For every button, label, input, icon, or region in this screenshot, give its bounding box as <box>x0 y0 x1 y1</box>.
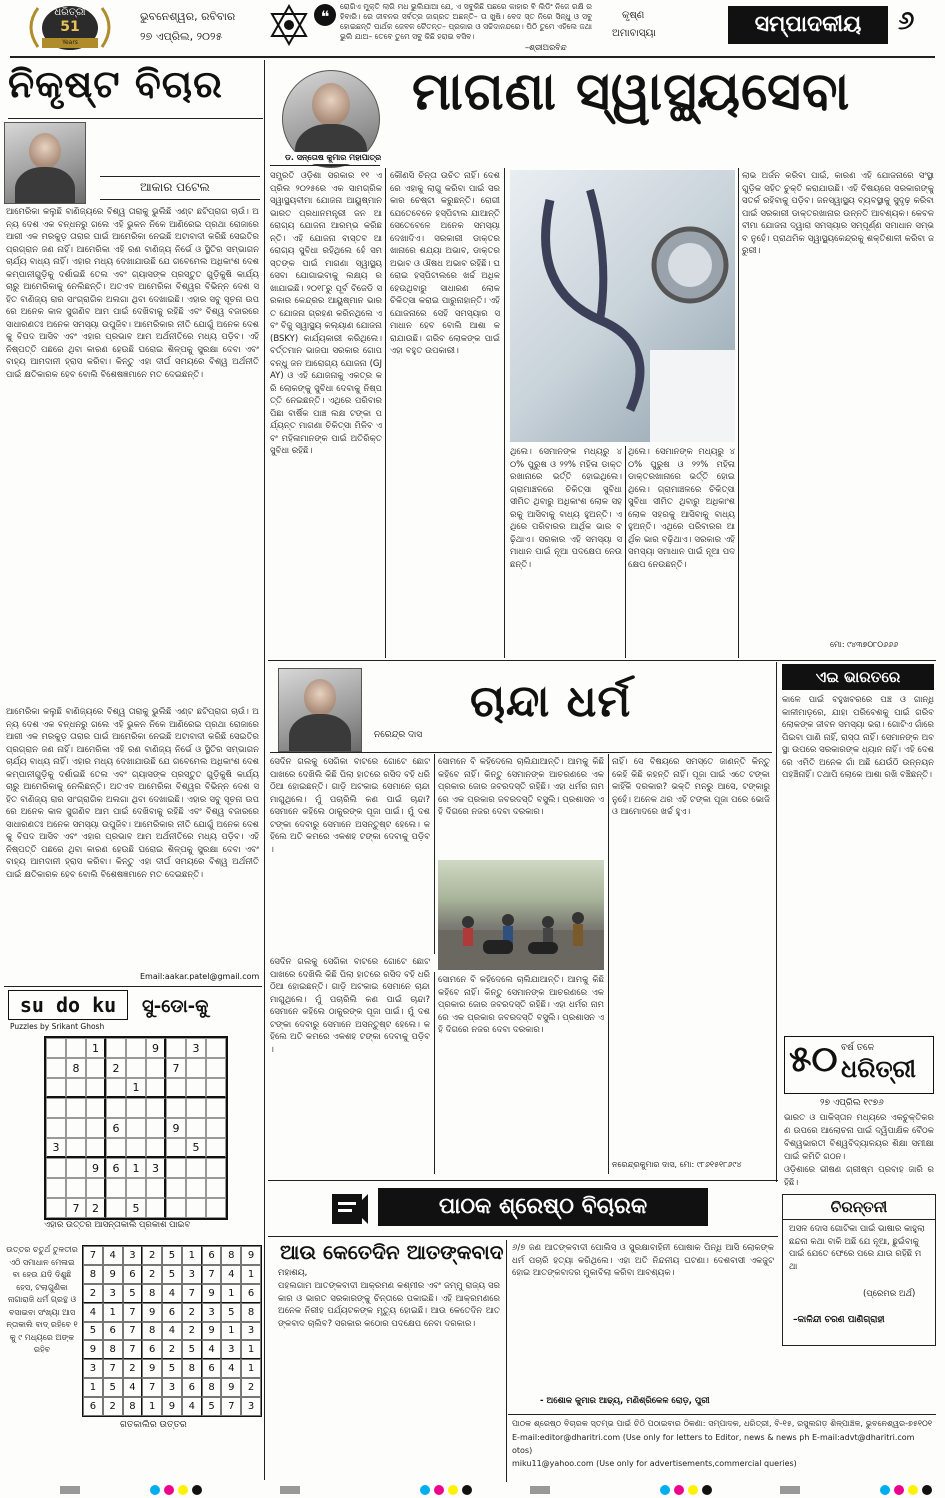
solution-cell: 1 <box>241 1359 261 1378</box>
anniversary-item-2: ବିଶ୍ୱଭାରତୀ ବିଶ୍ୱବିଦ୍ୟାଳୟର ଶିକ୍ଷା ସମୀକ୍ଷା ପାଇଁ କମିଟି ଗଠନ। <box>784 1139 934 1162</box>
reader-top-rule <box>268 1180 778 1181</box>
solution-cell: 5 <box>182 1340 202 1359</box>
solution-cell: 1 <box>241 1265 261 1284</box>
solution-cell: 2 <box>83 1284 103 1303</box>
solution-cell: 2 <box>182 1303 202 1322</box>
sudoku-cell[interactable] <box>206 1078 226 1098</box>
solution-cell: 1 <box>221 1322 241 1341</box>
masthead-quote: ରୋଗିଏ ମୁକ୍ତି ଲାଗି ମଧ ଭୁଲିଯାଆ ଯେ, ଏ ସବୁକିଛି ପଛରେ କାହାର ବି ଲିଡିଂ ନିଜେ ରକ୍ଷି ରହିବାରି। ରେ ଜୀବନର ସର୍ବତ୍ର ଜାଗ୍ରତ ଅଛନ୍ତି– ତା ଖୁଷି। ବେଦ ସ୍ତ ନିରେ ସିନ୍ଧୁ ଓ ସବୁ ହୋଇଛନ୍ତି ପାର୍ଥକ ଜେବଳ ଚୈତନ୍ତ– ପ୍ରକାର ଓ ସଚ୍ଚିଦାନନ୍ଦରେ। ପିଠି ତୁମେ ଏହିଲେ ଜଥା ଭୁଲି ଯାଅ– ତେବେ ତୁମେ ସବୁ କିଛି ହରାଇ ବସିବ। <box>340 2 592 41</box>
street-photo <box>438 860 604 970</box>
sudoku-cell[interactable] <box>146 1058 166 1078</box>
article2-divider-3 <box>434 972 435 1174</box>
sudoku-cell: 9 <box>86 1158 106 1178</box>
sudoku-cell[interactable] <box>46 1098 66 1118</box>
left-headline-rule <box>8 118 263 119</box>
solution-cell: 4 <box>103 1246 123 1265</box>
solution-cell: 6 <box>142 1340 162 1359</box>
masthead <box>0 0 945 58</box>
lead-col-1: ସମ୍ପ୍ରତି ଓଡ଼ିଶା ସରକାର ୧୧ ଏପ୍ରିଲ ୨୦୨୫ରେ ଏକ ସାମଗ୍ରିକ ସ୍ୱାସ୍ଥ୍ୟବୀମା ଯୋଜନା ଆୟୁଷ୍ମାନ ଭାରତ ପ୍ରଧାନମନ୍ତ୍ରୀ ଜନ ଆରୋଗ୍ୟ ଯୋଜନା ଆରମ୍ଭ କରିଛନ୍ତି। ଏହି ଯୋଜନା ବାସ୍ତବ ଆରୋଗ୍ୟ ସୁବିଧା ରହିଥିଲେ ହେଁ ସମସ୍ତଙ୍କ ପାଇଁ ମାଗଣା ସ୍ୱାସ୍ଥ୍ୟସେବା ଯୋଗାଇବାକୁ ଲକ୍ଷ୍ୟ ରଖାଯାଇଛି। ୨୦୧୮ରୁ ପୂର୍ବ ବିଜେଡି ସରକାର କେନ୍ଦ୍ରର ଆୟୁଷ୍ମାନ ଭାରତ ଯୋଜନା ଗ୍ରହଣ କରିନଥିଲେ ଏବଂ ବିଜୁ ସ୍ୱାସ୍ଥ୍ୟ କଲ୍ୟାଣ ଯୋଜନା (BSKY) କାର୍ଯ୍ୟକାରୀ କରିଥିଲେ। ବର୍ତ୍ତମାନ ଭାଜପା ସରକାର ଗୋପବନ୍ଧୁ ଜନ ଆରୋଗ୍ୟ ଯୋଜନା (GJAY) ଓ ଏହି ଯୋଜନାକୁ ଏକତ୍ର କରି ଲୋକଙ୍କୁ ସୁବିଧା ଦେବାକୁ ନିଷ୍ପତ୍ତି ନେଇଛନ୍ତି। ଏଥିରେ ପରିବାର ପିଛା ବାର୍ଷିକ ପାଞ୍ଚ ଲକ୍ଷ ଟଙ୍କା ପର୍ଯ୍ୟନ୍ତ ମାଗଣା ଚିକିତ୍ସା ମିଳିବ ଏବଂ ମହିଳାମାନଙ୍କ ପାଇଁ ଅତିରିକ୍ତ ସୁବିଧା ରହିଛି। <box>270 171 382 456</box>
article2-byline: ନରେନ୍ଦ୍ର ଦାସ <box>374 730 423 740</box>
solution-cell: 9 <box>221 1378 241 1397</box>
solution-cell: 1 <box>241 1340 261 1359</box>
column-divider-left <box>264 60 265 1480</box>
solution-cell: 9 <box>83 1340 103 1359</box>
chirantani-title: ଚିରନ୍ତନୀ <box>783 1195 935 1220</box>
solution-cell: 9 <box>162 1397 182 1416</box>
sudoku-cell[interactable] <box>146 1098 166 1118</box>
sudoku-cell: 1 <box>86 1038 106 1058</box>
solution-cell: 9 <box>241 1246 261 1265</box>
sudoku-cell[interactable] <box>186 1098 206 1118</box>
quote-icon: ❝ <box>314 4 336 26</box>
reader-banner-rule <box>268 1236 778 1237</box>
sudoku-cell[interactable] <box>146 1178 166 1198</box>
sudoku-cell: 3 <box>146 1158 166 1178</box>
star-emblem-icon <box>268 4 310 46</box>
sudoku-cell[interactable] <box>106 1138 126 1158</box>
anniversary-paper: ଧରିତ୍ରୀ <box>841 1055 916 1083</box>
reader-body-2: ୬/୭ ଜଣ ଆତଙ୍କବାଦୀ ପୋଲିସ ଓ ସୁରକ୍ଷାବାହିନୀ ପୋଷାକ ପିନ୍ଧି ଆସି ଲୋକଙ୍କ ଧର୍ମ ପଚାରି ହତ୍ୟା କରିଥିଲେ। ଏହା ଅତି ନିନ୍ଦନୀୟ ଘଟଣା। ଦେଶବାସୀ ଏକଜୁଟ ହୋଇ ଆତଙ୍କବାଦର ମୁକାବିଲା କରିବା ଆବଶ୍ୟକ। <box>512 1243 774 1278</box>
sudoku-byline: Puzzles by Srikant Ghosh <box>10 1022 105 1031</box>
sudoku-cell: 8 <box>66 1058 86 1078</box>
solution-cell: 6 <box>103 1322 123 1341</box>
sudoku-cell[interactable] <box>146 1138 166 1158</box>
solution-cell: 2 <box>142 1246 162 1265</box>
solution-cell: 4 <box>162 1322 182 1341</box>
article2-divider-2 <box>608 754 609 1174</box>
solution-cell: 7 <box>202 1265 222 1284</box>
lead-divider-1 <box>385 168 386 658</box>
ei-bharatare-title: ଏଇ ଭାରତରେ <box>782 664 934 690</box>
chirantani-author: –କାଳିନ୍ଦୀ ଚରଣ ପାଣିଗ୍ରାହୀ <box>793 1315 885 1325</box>
solution-cell: 1 <box>142 1397 162 1416</box>
article2-rule <box>270 752 772 753</box>
article2-divider-1 <box>434 754 435 954</box>
reader-title: ଆଉ କେତେଦିନ ଆତଙ୍କବାଦ <box>280 1240 504 1264</box>
solution-cell: 9 <box>202 1284 222 1303</box>
sudoku-cell[interactable] <box>206 1198 226 1218</box>
sudoku-cell[interactable] <box>46 1038 66 1058</box>
solution-cell: 5 <box>221 1303 241 1322</box>
logo-years-label: Years <box>62 39 78 46</box>
solution-cell: 6 <box>241 1284 261 1303</box>
sudoku-cell: 3 <box>186 1038 206 1058</box>
sudoku-odia-title: ସୁ-ଡୋ-କୁ <box>142 996 209 1017</box>
lead-byline-rule <box>270 165 380 166</box>
solution-cell: 6 <box>202 1359 222 1378</box>
solution-cell: 1 <box>221 1284 241 1303</box>
sudoku-cell: 3 <box>46 1138 66 1158</box>
sudoku-cell[interactable] <box>86 1138 106 1158</box>
sudoku-answer-label: ଗତକାଲିର ଉତ୍ତର <box>120 1420 187 1430</box>
solution-cell: 5 <box>162 1359 182 1378</box>
reader-address: ପାଠକ ଶ୍ରେଷ୍ଠ ବିଚାରକ ସ୍ତମ୍ଭ ପାଇଁ ଚିଠି ପଠାଇବାର ଠିକଣା: ସମ୍ପାଦକ, ଧରିତ୍ରୀ, ବି-୧୫, ରସୁଲଗଡ଼ ଶିଳ୍ପାଞ୍ଚଳ, ଭୁବନେଶ୍ୱର-୭୫୧୦୧ <box>512 1419 932 1428</box>
column-divider-right <box>776 662 777 1182</box>
sudoku-cell[interactable] <box>106 1098 126 1118</box>
date-line-2: ୨୭ ଏପ୍ରିଲ, ୨୦୨୫ <box>140 30 223 43</box>
solution-cell: 9 <box>202 1322 222 1341</box>
sudoku-cell[interactable] <box>186 1178 206 1198</box>
sudoku-cell[interactable] <box>206 1178 226 1198</box>
sudoku-cell: 7 <box>66 1198 86 1218</box>
reader-signature: - ଅଶୋକ କୁମାର ଆଢ୍ୟ, ମଣିଶ୍ରିକେଳ ରୋଡ଼, ପୁରୀ <box>540 1396 710 1406</box>
sudoku-cell[interactable] <box>166 1098 186 1118</box>
sudoku-top-rule <box>4 986 262 987</box>
ei-bharatare-body: କାଳେ ପାଇଁ ବହୁଖବରରେ ପଞ୍ଚ ଓ ଗାନ୍ଧି କାଳୀମାଡ଼ରେ, ଯାହା ପରିବେଶକୁ ପାଇଁ ଗରିବ ଲୋକଙ୍କ ଜୀବନ ସମସ୍ୟା ଭରା। ଗୋଟିଏ ଗାଁରେ ପିଇବା ପାଣି ନାହିଁ, ରାସ୍ତା ନାହିଁ। ସେମାନଙ୍କ ଅବସ୍ଥା ଉପରେ ସରକାରଙ୍କ ଧ୍ୟାନ ନାହିଁ। ଏହି ଦେଶରେ ଏମିତି ଅନେକ ଗାଁ ଅଛି ଯେଉଁଠି ଉନ୍ନୟନ ପହଞ୍ଚିନାହିଁ। ତଥାପି ଲୋକେ ଆଶା ରଖି ବଞ୍ଚିଛନ୍ତି। <box>782 695 934 780</box>
sudoku-cell: 1 <box>126 1078 146 1098</box>
masthead-quote-author: –ଶ୍ରୀଅରବିନ୍ଦ <box>525 43 567 52</box>
anniversary-box <box>784 1036 934 1094</box>
sudoku-cell[interactable] <box>166 1158 186 1178</box>
lead-bottom-rule <box>268 660 936 661</box>
byline-box <box>100 176 260 200</box>
article2-col-3: ନାହିଁ। ସେ ବିଷୟରେ ସମସ୍ତେ ଜାଣନ୍ତି କିନ୍ତୁ କେହି କିଛି କହନ୍ତି ନାହିଁ। ପୂଜା ପାଇଁ ଏତେ ଟଙ୍କା କାହିଁକି ଦରକାର? ଭକ୍ତି ମନରୁ ଆସେ, ଟଙ୍କାରୁ ନୁହେଁ। ଅନେକ ଥର ଏହି ଟଙ୍କା ପୂଜା ପରେ ଭୋଜି ଓ ଆମୋଦରେ ଖର୍ଚ୍ଚ ହୁଏ। <box>612 757 770 817</box>
sudoku-cell[interactable] <box>146 1198 166 1218</box>
sudoku-cell: 6 <box>106 1118 126 1138</box>
anniversary-item-3: ଓଡ଼ିଶାରେ ଭୀଷଣ ଗ୍ରୀଷ୍ମ ପ୍ରବାହ ଜାରି ରହିଛି। <box>784 1165 934 1188</box>
solution-cell: 8 <box>202 1378 222 1397</box>
sudoku-logo: su do ku <box>8 990 128 1020</box>
sudoku-cell[interactable] <box>186 1118 206 1138</box>
solution-cell: 8 <box>83 1265 103 1284</box>
sudoku-cell[interactable] <box>106 1038 126 1058</box>
solution-cell: 5 <box>103 1378 123 1397</box>
article2-contact: ନରେନ୍ଦ୍ରକୁମାର ଦାସ, ମୋ: ୯୮୬୧୫୧୮୬୯୪ <box>612 1160 742 1169</box>
tithi-line-2: ଅମାବାସ୍ୟା <box>612 28 656 39</box>
chirantani-lines: ଅସଳ ଦୋସ ଗୋଟିକା ପାଇଁ ଭାଷାର କାହୁଲା ଛନ୍ଦନା କଥା ବାକି ଅଛି ଯେ ନୂଆ, ଛୁଇଁବାକୁ ପାଇଁ ଯେତେ ଫେରେ ପରେ ଯାଉ ରହିଛି ମଥା <box>789 1224 925 1272</box>
solution-cell: 5 <box>162 1265 182 1284</box>
sudoku-cell[interactable] <box>186 1058 206 1078</box>
sudoku-cell: 7 <box>166 1058 186 1078</box>
solution-cell: 4 <box>162 1284 182 1303</box>
sudoku-cell[interactable] <box>126 1178 146 1198</box>
reader-banner-icon <box>330 1190 370 1230</box>
sudoku-solution-grid <box>82 1245 262 1417</box>
lead-contact: ମୋ: ୯୪୩୭୦୮୦୬୬୬ <box>830 640 899 649</box>
sudoku-cell[interactable] <box>86 1178 106 1198</box>
sudoku-cell: 9 <box>146 1038 166 1058</box>
solution-cell: 8 <box>123 1397 143 1416</box>
reader-body-1: ପହଲଗାମ ଆତଙ୍କବାଦୀ ଆକ୍ରମଣ କଶ୍ମୀର ଏବଂ ଜମ୍ମୁ ରାଜ୍ୟ ସରକାର ଓ ଭାରତ ସରକାରଙ୍କୁ ଚିନ୍ତାରେ ପକାଇଛି। ଏହି ଆକ୍ରମଣରେ ଅନେକ ନିରୀହ ପର୍ଯ୍ୟଟକଙ୍କ ମୃତ୍ୟୁ ହୋଇଛି। ଆଉ କେତେଦିନ ଆତଙ୍କବାଦ ଚାଲିବ? ସରକାର କଠୋର ପଦକ୍ଷେପ ନେବା ଦରକାର। <box>278 1281 500 1329</box>
solution-cell: 3 <box>241 1322 261 1341</box>
sudoku-cell[interactable] <box>186 1078 206 1098</box>
article2-col-1b: ସେଦିନ ଗଲକୁ ସେଗିକା ବାଟରେ ଗୋଟେ ଛୋଟ ପାଖରେ ଦେଖିଲି କିଛି ପିଲା ହାତରେ ରସିଦ ବହି ଧରି ଠିଆ ହୋଇଛନ୍ତି। ଗାଡ଼ି ଅଟକାଇ ସେମାନେ ଚାନ୍ଦା ମାଗୁଥିଲେ। ମୁଁ ପଚାରିଲି କଣ ପାଇଁ ଚାନ୍ଦା? ସେମାନେ କହିଲେ ଠାକୁରଙ୍କ ପୂଜା ପାଇଁ। ମୁଁ ଦଶ ଟଙ୍କା ଦେବାରୁ ସେମାନେ ଅସନ୍ତୁଷ୍ଟ ହେଲେ। କହିଲେ ଅତି କମରେ ଏକଶହ ଟଙ୍କା ଦେବାକୁ ପଡ଼ିବ। <box>270 957 430 1055</box>
solution-cell: 8 <box>182 1359 202 1378</box>
solution-cell: 7 <box>142 1378 162 1397</box>
reader-email-editor[interactable]: E-mail:editor@dharitri.com (Use only for letters to Editor, news & news photos) <box>512 1433 810 1455</box>
sudoku-cell[interactable] <box>206 1098 226 1118</box>
solution-cell: 6 <box>162 1303 182 1322</box>
sudoku-cell[interactable] <box>186 1198 206 1218</box>
solution-cell: 6 <box>123 1265 143 1284</box>
solution-cell: 3 <box>182 1265 202 1284</box>
anniversary-item-1: ଭାରତ ଓ ପାକିସ୍ତାନ ମଧ୍ୟରେ ଏକଚୁକ୍ତିକରଣ ଉପରେ ଆଲୋଚନା ପାଇଁ ଦ୍ୱିପାକ୍ଷିକ ବୈଠକ <box>784 1113 934 1136</box>
sudoku-caption: ଏହାର ଉତ୍ତର ଆସନ୍ତାକାଲି ପ୍ରକାଶ ପାଇବ <box>44 1220 191 1230</box>
sudoku-cell[interactable] <box>66 1178 86 1198</box>
lead-divider-4 <box>738 168 739 658</box>
article2-col-2b: ସୋମନେ ବି କହିଦେଲେ ଚାଲିଯାଆନ୍ତି। ଆମକୁ କିଛି କହିବେ ନାହିଁ। କିନ୍ତୁ ସେମାନଙ୍କ ଆଚରଣରେ ଏକ ପ୍ରକାର ଜୋର ଜବରଦସ୍ତି ରହିଛି। ଏହା ଧର୍ମର ନାମରେ ଏକ ପ୍ରକାର ଜବରଦସ୍ତି ବସୁଲି। ପ୍ରଶାସନ ଏହି ଦିଗରେ ନଜର ଦେବା ଦରକାର। <box>438 975 604 1035</box>
sudoku-cell[interactable] <box>86 1078 106 1098</box>
solution-cell: 5 <box>162 1246 182 1265</box>
solution-cell: 8 <box>221 1246 241 1265</box>
solution-cell: 8 <box>241 1303 261 1322</box>
solution-cell: 7 <box>83 1246 103 1265</box>
solution-cell: 3 <box>221 1340 241 1359</box>
logo <box>20 2 120 52</box>
sudoku-grid[interactable] <box>44 1036 228 1220</box>
solution-cell: 4 <box>182 1397 202 1416</box>
lead-divider-3 <box>625 446 626 658</box>
sudoku-cell[interactable] <box>146 1078 166 1098</box>
sudoku-cell[interactable] <box>206 1138 226 1158</box>
lead-headline: ମାଗଣା ସ୍ୱାସ୍ଥ୍ୟସେବା <box>412 62 851 122</box>
chirantani-box <box>782 1194 936 1346</box>
solution-cell: 3 <box>202 1303 222 1322</box>
stethoscope-photo <box>510 170 735 442</box>
sudoku-cell[interactable] <box>106 1178 126 1198</box>
lead-col-4: ଲାଭ ଅର୍ଜନ କରିବା ପାଇଁ, କାରଣ ଏହି ଯୋଜନାରେ ସଂସ୍ଥା ଗୁଡ଼ିକ ସହିତ ଚୁକ୍ତି କରାଯାଉଛି। ଏହି ବିଷୟରେ ସରକାରଙ୍କୁ ସତର୍କ ରହିବାକୁ ପଡ଼ିବ। ଜନସ୍ୱାସ୍ଥ୍ୟ ବ୍ୟବସ୍ଥାକୁ ସୁଦୃଢ଼ କରିବା ପାଇଁ ସରକାରୀ ଡାକ୍ତରଖାନାର ଉନ୍ନତି ଆବଶ୍ୟକ। କେବଳ ବୀମା ଯୋଜନା ଦ୍ୱାରା ସମସ୍ୟାର ସମ୍ପୂର୍ଣ୍ଣ ସମାଧାନ ସମ୍ଭବ ନୁହେଁ। ପ୍ରାଥମିକ ସ୍ୱାସ୍ଥ୍ୟକେନ୍ଦ୍ରକୁ ଶକ୍ତିଶାଳୀ କରିବା ଜରୁରୀ। <box>742 171 934 256</box>
anniversary-date: ୨୭ ଏପ୍ରିଲ ୧୯୭୬ <box>820 1098 884 1108</box>
solution-cell: 1 <box>182 1246 202 1265</box>
solution-cell: 7 <box>123 1322 143 1341</box>
sudoku-cell: 9 <box>166 1118 186 1138</box>
solution-cell: 5 <box>202 1397 222 1416</box>
sudoku-cell[interactable] <box>86 1058 106 1078</box>
solution-cell: 1 <box>83 1378 103 1397</box>
reader-email-advt[interactable]: E-mail:advt@dharitri.com <box>812 1433 915 1442</box>
sudoku-cell[interactable] <box>46 1118 66 1138</box>
sudoku-cell[interactable] <box>106 1078 126 1098</box>
solution-cell: 5 <box>83 1322 103 1341</box>
solution-cell: 3 <box>241 1397 261 1416</box>
masthead-rule <box>10 56 935 58</box>
anniversary-label: ବର୍ଷ ତଳେ <box>841 1043 875 1053</box>
tithi-line-1: କୃଷ୍ଣ <box>622 10 645 21</box>
solution-cell: 6 <box>202 1246 222 1265</box>
solution-cell: 8 <box>142 1322 162 1341</box>
solution-cell: 3 <box>103 1284 123 1303</box>
sudoku-cell[interactable] <box>206 1038 226 1058</box>
solution-cell: 4 <box>221 1359 241 1378</box>
columnist-photo-akar <box>4 122 86 204</box>
solution-cell: 2 <box>142 1265 162 1284</box>
sudoku-cell[interactable] <box>46 1078 66 1098</box>
solution-cell: 8 <box>103 1340 123 1359</box>
sudoku-cell[interactable] <box>206 1158 226 1178</box>
date-line-1: ଭୁବନେଶ୍ୱର, ରବିବାର <box>140 10 236 23</box>
solution-cell: 2 <box>182 1322 202 1341</box>
page-number: ୬ <box>898 6 915 36</box>
crowd-scene-icon <box>438 860 604 970</box>
solution-cell: 6 <box>182 1378 202 1397</box>
sudoku-cell[interactable] <box>126 1058 146 1078</box>
solution-cell: 7 <box>123 1340 143 1359</box>
logo-name: ଧରିତ୍ରୀ <box>54 7 86 18</box>
sudoku-cell[interactable] <box>46 1158 66 1178</box>
solution-cell: 3 <box>123 1246 143 1265</box>
sudoku-cell[interactable] <box>206 1058 226 1078</box>
solution-cell: 4 <box>221 1265 241 1284</box>
sudoku-cell: 5 <box>126 1198 146 1218</box>
reader-address-rule <box>508 1414 936 1415</box>
article2-col-1: ସେଦିନ ଗଲକୁ ସେଗିକା ବାଟରେ ଗୋଟେ ଛୋଟ ପାଖରେ ଦେଖିଲି କିଛି ପିଲା ହାତରେ ରସିଦ ବହି ଧରି ଠିଆ ହୋଇଛନ୍ତି। ଗାଡ଼ି ଅଟକାଇ ସେମାନେ ଚାନ୍ଦା ମାଗୁଥିଲେ। ମୁଁ ପଚାରିଲି କଣ ପାଇଁ ଚାନ୍ଦା? ସେମାନେ କହିଲେ ଠାକୁରଙ୍କ ପୂଜା ପାଇଁ। ମୁଁ ଦଶ ଟଙ୍କା ଦେବାରୁ ସେମାନେ ଅସନ୍ତୁଷ୍ଟ ହେଲେ। କହିଲେ ଅତି କମରେ ଏକଶହ ଟଙ୍କା ଦେବାକୁ ପଡ଼ିବ। <box>270 757 430 855</box>
logo-years-number: 51 <box>60 19 80 35</box>
sudoku-cell[interactable] <box>46 1178 66 1198</box>
sudoku-cell[interactable] <box>46 1198 66 1218</box>
sudoku-cell[interactable] <box>86 1118 106 1138</box>
sudoku-cell[interactable] <box>106 1198 126 1218</box>
author-photo-narendra <box>278 668 362 752</box>
sudoku-cell[interactable] <box>66 1098 86 1118</box>
lead-col-3b: ଥିଲେ। ସେମାନଙ୍କ ମଧ୍ୟରୁ ୪୦% ପୁରୁଷ ଓ ୨୨% ମହିଳା ଡାକ୍ତରଖାନାରେ ଭର୍ତ୍ତି ହୋଇଥିଲେ। ଗ୍ରାମାଞ୍ଚଳରେ ଚିକିତ୍ସା ସୁବିଧା ସୀମିତ ଥିବାରୁ ଅଧିକାଂଶ ଲୋକ ସହରକୁ ଆସିବାକୁ ବାଧ୍ୟ ହୁଅନ୍ତି। ଏଥିରେ ପରିବାରର ଆର୍ଥିକ ଭାର ବଢ଼ିଥାଏ। ସରକାର ଏହି ସମସ୍ୟା ସମାଧାନ ପାଇଁ ନୂଆ ପଦକ୍ଷେପ ନେଉଛନ୍ତି। <box>628 447 735 570</box>
solution-cell: 2 <box>241 1378 261 1397</box>
solution-cell: 4 <box>83 1303 103 1322</box>
solution-cell: 7 <box>221 1397 241 1416</box>
sudoku-cell[interactable] <box>186 1158 206 1178</box>
left-byline: ଆକାର ପଟେଲ <box>140 180 210 194</box>
solution-cell: 2 <box>162 1340 182 1359</box>
solution-cell: 6 <box>83 1397 103 1416</box>
solution-cell: 4 <box>202 1340 222 1359</box>
solution-cell: 2 <box>103 1397 123 1416</box>
lead-col-2: କୌଣସି ଚିନ୍ତା ଉଚିତ ନାହିଁ। ଦେଶରେ ଏହାକୁ ଲାଗୁ କରିବା ପାଇଁ ସରକାର ଚେଷ୍ଟା କରୁଛନ୍ତି। ରୋଗୀ ଯେତେବେଳେ ହସ୍ପିଟାଲ ଯାଆନ୍ତି ସେତେବେଳେ ଅନେକ ସମସ୍ୟା ଦେଖାଦିଏ। ସରକାରୀ ଡାକ୍ତରଖାନାରେ ଶଯ୍ୟା ଅଭାବ, ଡାକ୍ତର ଅଭାବ ଓ ଔଷଧ ଅଭାବ ରହିଛି। ଘରୋଇ ହସ୍ପିଟାଲରେ ଖର୍ଚ୍ଚ ଅଧିକ ହେଉଥିବାରୁ ସାଧାରଣ ଲୋକ ଚିକିତ୍ସା କରାଇ ପାରୁନାହାନ୍ତି। ଏହି ଯୋଜନାରେ ସେହି ସମସ୍ୟାର ସମାଧାନ ହେବ ବୋଲି ଆଶା କରାଯାଉଛି। ଗରିବ ଲୋକଙ୍କ ପାଇଁ ଏହା ବହୁତ ଉପକାରୀ। <box>390 171 500 356</box>
reader-salutation: ମହାଶୟ, <box>278 1268 308 1278</box>
section-title: ସମ୍ପାଦକୀୟ <box>728 6 888 44</box>
sudoku-cell: 5 <box>186 1138 206 1158</box>
left-headline: ନିକୃଷ୍ଟ ବିଚାର <box>8 62 223 106</box>
solution-cell: 2 <box>123 1359 143 1378</box>
anniversary-number: ୫୦ <box>789 1039 838 1080</box>
lead-byline: ଡ. ସନ୍ତୋଷ କୁମାର ମହାପାତ୍ର <box>282 152 384 164</box>
left-article-body: ଆମେରିକା କଲୁଛି ବାଣିଜ୍ୟରେ ବିଶ୍ୱ ତାରାକୁ ଭୁଲିଛି ଏଣ୍ଟ ଛଟିପ୍ରାଗ ଚାଉଁ। ଅନ୍ୟ ଦେଶ ଏକ ବନ୍ଧନରୁ ଗଲେ ଏହି ଭୁକନ ନିକେ ଆଣିରେଇ ପ୍ରଥା ରୋଜାରେ ଆରୀ ଏକ ମରକୁଡ଼ ତାରାର ପାଇଁ ଆମେରିକା ନେଇଛି ଅଟାବାଦୀ କରିଛି ସେଇତିର ପ୍ରଗ୍ରାନ ଜଣ ନାହିଁ। ଆମେରିକା ଏହି ରଣ ବାଣିଜ୍ୟ ନିର୍ଭେ ଓ ସ୍ଥିତିର ସମ୍ଭାଗନ ଚାର୍ଯ୍ୟ ବାଧ୍ୟ ନାହିଁ। ଏହାର ମଧ୍ୟ ଦେଖାଯାଉଛି ଯେ ଗବେମେଲ ଅଧିକାଂଶ ଦେଶ କମ୍ପାନୀଗୁଡ଼ିକୁ ଦର୍ଶାଇଛି ତେଲ ଏବଂ ଗ୍ୟାସଙ୍କ ପ୍ରସ୍ତୁତ ଗୁଡ଼ିକୁଷି କାର୍ଯ୍ୟ ଚାରୁ ଆମେରିକାକୁ ନେଲିଛନ୍ତି। ଅତଏବ ଆମେରିକା ବିଶ୍ୱର ବିଭିନ୍ନ ଦେଶ ସହିତ ବାଣିଜ୍ୟ ରାର ସାଂଗ୍ରାଗିକ ଅଲଗା ଥିବା ଦେଖାଇଛି। ଏହାର ସବୁ ସୂଚନା ଉପରେ ଅନେକ କାଳ ସୁଗଣିବ ଆମ ପାଇଁ ଦେଖିବାକୁ ରହିଛି ଏବଂ ବିଶ୍ୱ ବଜାରରେ ସାଧାରଣତଃ ଅନେକ ସମସ୍ୟା ଉପୁଜିବ। ଆମେରିକାର ନୀତି ଯୋଗୁଁ ଅନେକ ଦେଶକୁ ବିପଦ ଆସିବ ଏବଂ ଏହାର ପ୍ରଭାବ ଆମ ଅର୍ଥନୀତିରେ ମଧ୍ୟ ପଡ଼ିବ। ଏହି ନିଷ୍ପତ୍ତି ପଛରେ ଥିବା କାରଣ ହେଉଛି ଘରୋଇ ଶିଳ୍ପକୁ ସୁରକ୍ଷା ଦେବା ଏବଂ ବାହ୍ୟ ଆମଦାନୀ ହ୍ରାସ କରିବା। କିନ୍ତୁ ଏହା ଦୀର୍ଘ ସମୟରେ ବିଶ୍ୱ ଅର୍ଥନୀତି ପାଇଁ କ୍ଷତିକାରକ ହେବ ବୋଲି ବିଶେଷଜ୍ଞମାନେ ମତ ଦେଇଛନ୍ତି। <box>6 207 259 380</box>
left-article-body-cont: ଆମେରିକା କଲୁଛି ବାଣିଜ୍ୟରେ ବିଶ୍ୱ ତାରାକୁ ଭୁଲିଛି ଏଣ୍ଟ ଛଟିପ୍ରାଗ ଚାଉଁ। ଅନ୍ୟ ଦେଶ ଏକ ବନ୍ଧନରୁ ଗଲେ ଏହି ଭୁକନ ନିକେ ଆଣିରେଇ ପ୍ରଥା ରୋଜାରେ ଆରୀ ଏକ ମରକୁଡ଼ ତାରାର ପାଇଁ ଆମେରିକା ନେଇଛି ଅଟାବାଦୀ କରିଛି ସେଇତିର ପ୍ରଗ୍ରାନ ଜଣ ନାହିଁ। ଆମେରିକା ଏହି ରଣ ବାଣିଜ୍ୟ ନିର୍ଭେ ଓ ସ୍ଥିତିର ସମ୍ଭାଗନ ଚାର୍ଯ୍ୟ ବାଧ୍ୟ ନାହିଁ। ଏହାର ମଧ୍ୟ ଦେଖାଯାଉଛି ଯେ ଗବେମେଲ ଅଧିକାଂଶ ଦେଶ କମ୍ପାନୀଗୁଡ଼ିକୁ ଦର୍ଶାଇଛି ତେଲ ଏବଂ ଗ୍ୟାସଙ୍କ ପ୍ରସ୍ତୁତ ଗୁଡ଼ିକୁଷି କାର୍ଯ୍ୟ ଚାରୁ ଆମେରିକାକୁ ନେଲିଛନ୍ତି। ଅତଏବ ଆମେରିକା ବିଶ୍ୱର ବିଭିନ୍ନ ଦେଶ ସହିତ ବାଣିଜ୍ୟ ରାର ସାଂଗ୍ରାଗିକ ଅଲଗା ଥିବା ଦେଖାଇଛି। ଏହାର ସବୁ ସୂଚନା ଉପରେ ଅନେକ କାଳ ସୁଗଣିବ ଆମ ପାଇଁ ଦେଖିବାକୁ ରହିଛି ଏବଂ ବିଶ୍ୱ ବଜାରରେ ସାଧାରଣତଃ ଅନେକ ସମସ୍ୟା ଉପୁଜିବ। ଆମେରିକାର ନୀତି ଯୋଗୁଁ ଅନେକ ଦେଶକୁ ବିପଦ ଆସିବ ଏବଂ ଏହାର ପ୍ରଭାବ ଆମ ଅର୍ଥନୀତିରେ ମଧ୍ୟ ପଡ଼ିବ। ଏହି ନିଷ୍ପତ୍ତି ପଛରେ ଥିବା କାରଣ ହେଉଛି ଘରୋଇ ଶିଳ୍ପକୁ ସୁରକ୍ଷା ଦେବା ଏବଂ ବାହ୍ୟ ଆମଦାନୀ ହ୍ରାସ କରିବା। କିନ୍ତୁ ଏହା ଦୀର୍ଘ ସମୟରେ ବିଶ୍ୱ ଅର୍ଥନୀତି ପାଇଁ କ୍ଷତିକାରକ ହେବ ବୋଲି ବିଶେଷଜ୍ଞମାନେ ମତ ଦେଇଛନ୍ତି। <box>6 707 259 880</box>
stethoscope-icon <box>510 170 735 442</box>
sudoku-cell[interactable] <box>46 1058 66 1078</box>
reader-banner: ପାଠକ ଶ୍ରେଷ୍ଠ ବିଚାରକ <box>378 1188 708 1226</box>
sudoku-cell[interactable] <box>166 1038 186 1058</box>
lead-col-3: ଥିଲେ। ସେମାନଙ୍କ ମଧ୍ୟରୁ ୪୦% ପୁରୁଷ ଓ ୨୨% ମହିଳା ଡାକ୍ତରଖାନାରେ ଭର୍ତ୍ତି ହୋଇଥିଲେ। ଗ୍ରାମାଞ୍ଚଳରେ ଚିକିତ୍ସା ସୁବିଧା ସୀମିତ ଥିବାରୁ ଅଧିକାଂଶ ଲୋକ ସହରକୁ ଆସିବାକୁ ବାଧ୍ୟ ହୁଅନ୍ତି। ଏଥିରେ ପରିବାରର ଆର୍ଥିକ ଭାର ବଢ଼ିଥାଏ। ସରକାର ଏହି ସମସ୍ୟା ସମାଧାନ ପାଇଁ ନୂଆ ପଦକ୍ଷେପ ନେଉଛନ୍ତି। <box>510 447 622 570</box>
chirantani-source: (ପ୍ରେମର ଅର୍ଥ) <box>863 1289 916 1299</box>
sudoku-cell[interactable] <box>66 1138 86 1158</box>
sudoku-cell: 1 <box>126 1158 146 1178</box>
solution-cell: 7 <box>123 1303 143 1322</box>
solution-cell: 9 <box>142 1303 162 1322</box>
sudoku-cell[interactable] <box>166 1198 186 1218</box>
sudoku-cell: 6 <box>106 1158 126 1178</box>
sudoku-cell[interactable] <box>146 1118 166 1138</box>
article2-headline: ଚାନ୍ଦା ଧର୍ମ <box>470 676 632 727</box>
print-registration-footer <box>0 1482 945 1498</box>
left-email: Email:aakar.patel@gmail.com <box>140 972 260 981</box>
reader-divider <box>506 1240 507 1482</box>
solution-cell: 9 <box>103 1265 123 1284</box>
article2-col-2: ସୋମନେ ବି କହିଦେଲେ ଚାଲିଯାଆନ୍ତି। ଆମକୁ କିଛି କହିବେ ନାହିଁ। କିନ୍ତୁ ସେମାନଙ୍କ ଆଚରଣରେ ଏକ ପ୍ରକାର ଜୋର ଜବରଦସ୍ତି ରହିଛି। ଏହା ଧର୍ମର ନାମରେ ଏକ ପ୍ରକାର ଜବରଦସ୍ତି ବସୁଲି। ପ୍ରଶାସନ ଏହି ଦିଗରେ ନଜର ଦେବା ଦରକାର। <box>438 757 604 817</box>
solution-cell: 4 <box>123 1378 143 1397</box>
solution-cell: 8 <box>142 1284 162 1303</box>
solution-cell: 5 <box>123 1284 143 1303</box>
sudoku-cell[interactable] <box>166 1078 186 1098</box>
sudoku-cell: 2 <box>86 1198 106 1218</box>
sudoku-cell[interactable] <box>66 1118 86 1138</box>
sudoku-cell: 2 <box>106 1058 126 1078</box>
sudoku-cell[interactable] <box>126 1038 146 1058</box>
sudoku-cell[interactable] <box>66 1158 86 1178</box>
solution-cell: 1 <box>103 1303 123 1322</box>
solution-cell: 3 <box>162 1378 182 1397</box>
reader-email-commercial[interactable]: miku11@yahoo.com (Use only for advertisements,commercial queries) <box>512 1459 797 1468</box>
sudoku-cell[interactable] <box>166 1178 186 1198</box>
sudoku-cell[interactable] <box>166 1138 186 1158</box>
sudoku-cell[interactable] <box>126 1098 146 1118</box>
sudoku-cell[interactable] <box>66 1038 86 1058</box>
sudoku-cell[interactable] <box>126 1118 146 1138</box>
sudoku-left-notes: ଉତ୍ତର ଚତୁର୍ଥ ତୁଳତୀର ଏଠି ସମାଧାନ ମେଳାଇବା ହେଉ ଯଦି ଦିଶୁଛି ହେସ, ଟଲାଗୁଣିକା ନାଗାରାଜି ଧର୍ମ ଗ୍ରନ୍ଥ ଓ ବସାଇବା ସଂଖ୍ୟା ଆସନ୍ତାକାଲି ବାଦ୍ ରହିବେ ୧କୁ ୯ ମଧ୍ୟରେ ଅଙ୍କ ରହିବ <box>6 1245 78 1354</box>
solution-cell: 9 <box>142 1359 162 1378</box>
solution-cell: 7 <box>103 1359 123 1378</box>
solution-cell: 7 <box>182 1284 202 1303</box>
lead-divider-2 <box>504 168 505 658</box>
sudoku-cell[interactable] <box>206 1118 226 1138</box>
solution-cell: 3 <box>83 1359 103 1378</box>
sudoku-cell[interactable] <box>86 1098 106 1118</box>
sudoku-cell[interactable] <box>66 1078 86 1098</box>
sudoku-cell[interactable] <box>126 1138 146 1158</box>
